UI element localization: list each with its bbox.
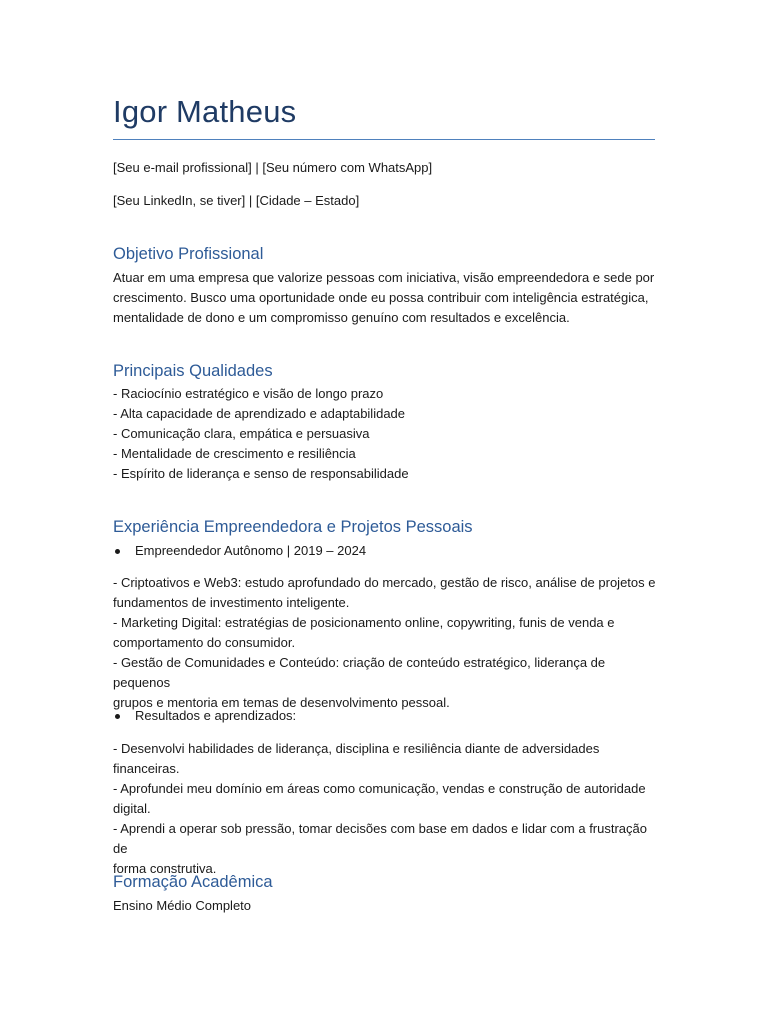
result-line: - Desenvolvi habilidades de liderança, disciplina e resiliência diante de adversidades financeiras. — [113, 741, 600, 776]
result-line: - Aprendi a operar sob pressão, tomar decisões com base em dados e lidar com a frustração de — [113, 821, 647, 856]
contact-line-email-phone: [Seu e-mail profissional] | [Seu número com WhatsApp] — [113, 160, 433, 175]
experience-details — [113, 573, 658, 713]
section-title-experience: Experiência Empreendedora e Projetos Pessoais — [113, 518, 473, 536]
quality-item: - Comunicação clara, empática e persuasiva — [113, 426, 370, 441]
role-text: Empreendedor Autônomo | 2019 – 2024 — [135, 543, 367, 558]
bullet-icon — [115, 714, 120, 719]
result-line: forma construtiva. — [113, 861, 217, 876]
qualities-list — [113, 384, 658, 484]
experience-detail-line: comportamento do consumidor. — [113, 635, 296, 650]
quality-item: - Espírito de liderança e senso de responsabilidade — [113, 466, 409, 481]
experience-detail-line: - Gestão de Comunidades e Conteúdo: criação de conteúdo estratégico, liderança de pequenos — [113, 655, 606, 690]
quality-item: - Raciocínio estratégico e visão de longo prazo — [113, 386, 384, 401]
education-text: Ensino Médio Completo — [113, 898, 252, 913]
experience-bullet-results — [113, 706, 296, 726]
experience-detail-line: - Criptoativos e Web3: estudo aprofundado do mercado, gestão de risco, análise de projetos e — [113, 575, 656, 590]
objective-text — [113, 268, 658, 328]
results-heading: Resultados e aprendizados: — [135, 708, 297, 723]
contact-line-linkedin-city: [Seu LinkedIn, se tiver] | [Cidade – Estado] — [113, 193, 360, 208]
quality-item: - Alta capacidade de aprendizado e adaptabilidade — [113, 406, 406, 421]
objective-line: Atuar em uma empresa que valorize pessoas com iniciativa, visão empreendedora e sede por — [113, 270, 655, 285]
section-title-education: Formação Acadêmica — [113, 873, 273, 891]
experience-bullet-role — [113, 541, 366, 561]
result-line: digital. — [113, 801, 151, 816]
experience-detail-line: fundamentos de investimento inteligente. — [113, 595, 350, 610]
section-title-qualities: Principais Qualidades — [113, 362, 273, 380]
objective-line: crescimento. Busco uma oportunidade onde eu possa contribuir com inteligência estratégica, — [113, 290, 649, 305]
result-line: - Aprofundei meu domínio em áreas como comunicação, vendas e construção de autoridade — [113, 781, 646, 796]
quality-item: - Mentalidade de crescimento e resiliência — [113, 446, 356, 461]
section-title-objective: Objetivo Profissional — [113, 245, 264, 263]
name-divider — [113, 139, 655, 140]
experience-detail-line: grupos e mentoria em temas de desenvolvimento pessoal. — [113, 695, 450, 710]
experience-detail-line: - Marketing Digital: estratégias de posicionamento online, copywriting, funis de venda e — [113, 615, 615, 630]
objective-line: mentalidade de dono e um compromisso genuíno com resultados e excelência. — [113, 310, 570, 325]
bullet-icon — [115, 549, 120, 554]
results-list — [113, 739, 658, 879]
resume-name: Igor Matheus — [113, 94, 297, 129]
